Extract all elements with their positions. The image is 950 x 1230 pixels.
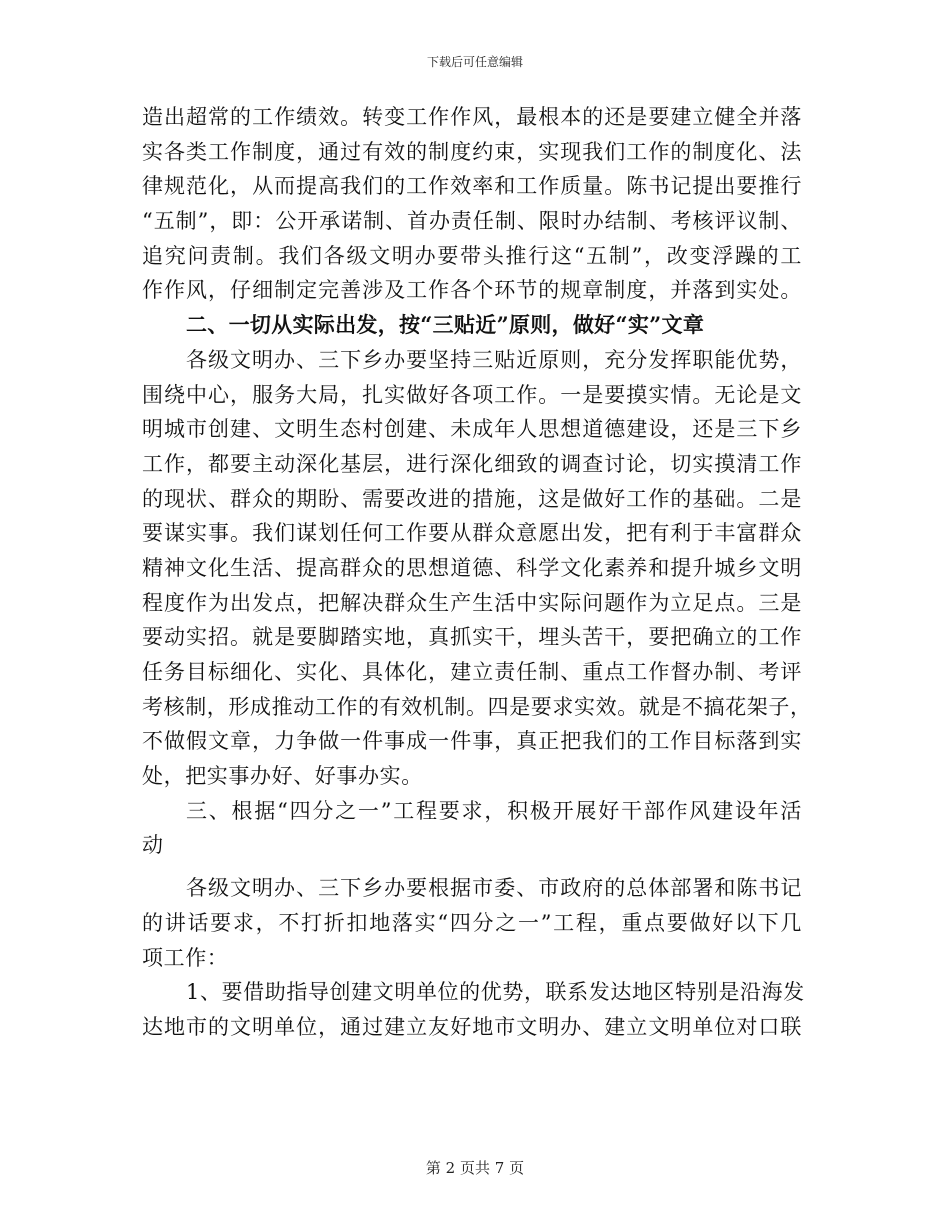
paragraph-line: 工作，都要主动深化基层，进行深化细致的调查讨论，切实摸清工作 bbox=[142, 451, 802, 476]
document-body bbox=[142, 100, 812, 1045]
paragraph-line: 围绕中心，服务大局，扎实做好各项工作。一是要摸实情。无论是文 bbox=[142, 382, 802, 407]
paragraph-line: 追究问责制。我们各级文明办要带头推行这“五制”，改变浮躁的工 bbox=[142, 243, 802, 268]
paragraph-line: 达地市的文明单位，通过建立友好地市文明办、建立文明单位对口联 bbox=[142, 1014, 802, 1039]
paragraph-line: 的讲话要求，不打折扣地落实“四分之一”工程，重点要做好以下几 bbox=[142, 910, 802, 935]
paragraph-line: 要谋实事。我们谋划任何工作要从群众意愿出发，把有利于丰富群众 bbox=[142, 521, 802, 546]
paragraph-line: 各级文明办、三下乡办要根据市委、市政府的总体部署和陈书记 bbox=[186, 876, 802, 901]
paragraph-line: 明城市创建、文明生态村创建、未成年人思想道德建设，还是三下乡 bbox=[142, 417, 802, 442]
paragraph-line: 程度作为出发点，把解决群众生产生活中实际问题作为立足点。三是 bbox=[142, 590, 802, 615]
paragraph-line: “五制”，即：公开承诺制、首办责任制、限时办结制、考核评议制、 bbox=[142, 209, 802, 234]
paragraph-line: 处，把实事办好、好事办实。 bbox=[142, 764, 423, 789]
section-heading-2: 二、一切从实际出发，按“三贴近”原则，做好“实”文章 bbox=[186, 312, 705, 338]
list-item-1: 1、要借助指导创建文明单位的优势，联系发达地区特别是沿海发 bbox=[186, 980, 805, 1005]
section-heading-3: 三、根据“四分之一”工程要求，积极开展好干部作风建设年活 bbox=[186, 798, 802, 823]
page-footer: 第 2 页共 7 页 bbox=[425, 1159, 525, 1177]
paragraph-line: 造出超常的工作绩效。转变工作作风，最根本的还是要建立健全并落 bbox=[142, 105, 802, 129]
paragraph-line: 考核制，形成推动工作的有效机制。四是要求实效。就是不搞花架子， bbox=[142, 694, 812, 719]
paragraph-line: 要动实招。就是要脚踏实地，真抓实干，埋头苦干，要把确立的工作 bbox=[142, 625, 802, 650]
paragraph-line: 各级文明办、三下乡办要坚持三贴近原则，充分发挥职能优势， bbox=[186, 347, 802, 372]
paragraph-line: 项工作： bbox=[142, 945, 229, 970]
page-header: 下载后可任意编辑 bbox=[426, 55, 523, 69]
paragraph-line: 精神文化生活、提高群众的思想道德、科学文化素养和提升城乡文明 bbox=[142, 555, 802, 580]
paragraph-line: 不做假文章，力争做一件事成一件事，真正把我们的工作目标落到实 bbox=[142, 729, 802, 754]
paragraph-gap bbox=[142, 863, 802, 871]
paragraph-line: 任务目标细化、实化、具体化，建立责任制、重点工作督办制、考评 bbox=[142, 660, 802, 684]
paragraph-line: 实各类工作制度，通过有效的制度约束，实现我们工作的制度化、法 bbox=[142, 139, 802, 164]
paragraph-line: 律规范化，从而提高我们的工作效率和工作质量。陈书记提出要推行 bbox=[142, 174, 802, 199]
paragraph-line: 的现状、群众的期盼、需要改进的措施，这是做好工作的基础。二是 bbox=[142, 486, 802, 511]
section-heading-3-cont: 动 bbox=[142, 833, 164, 858]
paragraph-line: 作作风，仔细制定完善涉及工作各个环节的规章制度，并落到实处。 bbox=[142, 278, 802, 303]
